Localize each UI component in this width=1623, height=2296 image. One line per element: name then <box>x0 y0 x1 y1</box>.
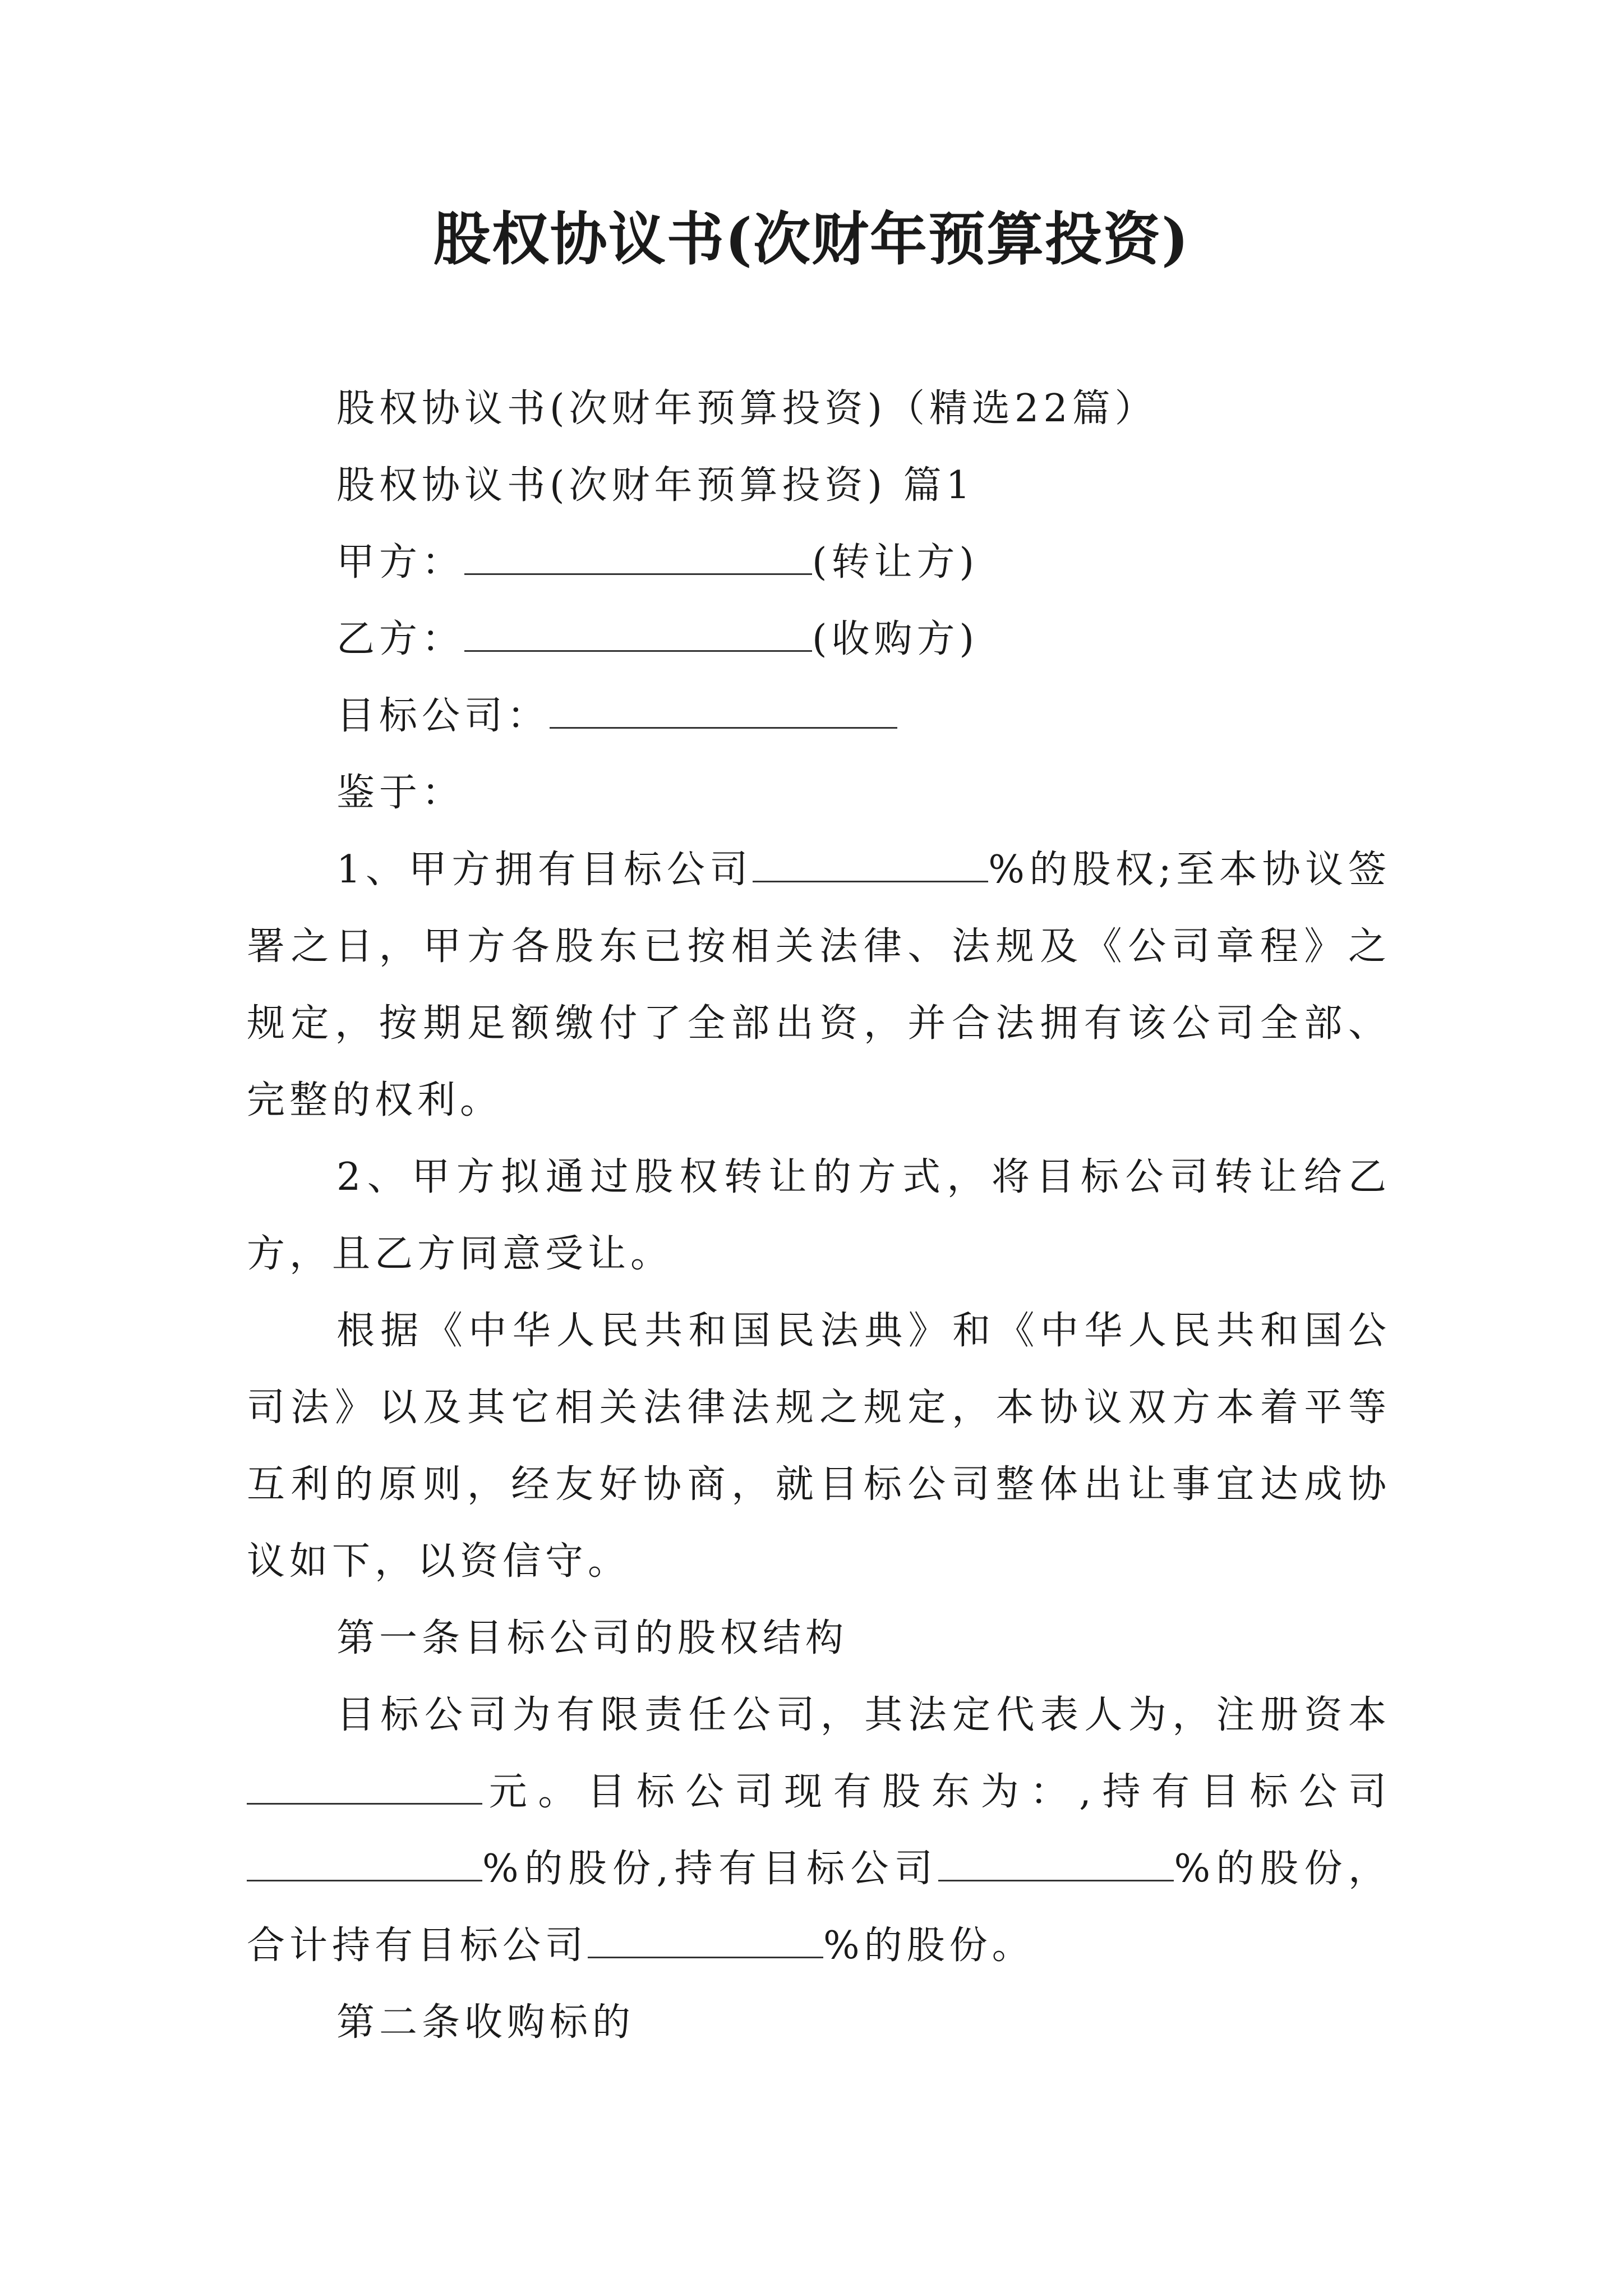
registered-capital-blank <box>247 1766 482 1805</box>
clause-1-suffix: %的股权;至本协议签署之日，甲方各股东已按相关法律、法规及《公司章程》之规定，按期足额缴付了全部出资，并合法拥有该公司全部、完整的权利。 <box>247 848 1391 1122</box>
section-heading: 股权协议书(次财年预算投资) 篇1 <box>336 463 975 508</box>
clause-2: 2、甲方拟通过股权转让的方式，将目标公司转让给乙方，且乙方同意受让。 <box>247 1155 1391 1276</box>
party-b-line <box>247 601 1391 678</box>
clause-1-prefix: 1、甲方拥有目标公司 <box>336 848 753 892</box>
target-company-label: 目标公司： <box>336 694 550 738</box>
article-2-title: 第二条收购标的 <box>336 2000 635 2045</box>
article-1-text-1: 目标公司为有限责任公司，其法定代表人为，注册资本 <box>336 1693 1391 1737</box>
whereas-heading: 鉴于： <box>336 771 465 815</box>
party-b-blank <box>464 613 812 652</box>
article-1-text-3: %的股份,持有目标公司 <box>482 1847 939 1891</box>
total-percent-blank <box>588 1920 823 1958</box>
party-b-role: (收购方) <box>812 617 979 661</box>
party-a-blank <box>464 536 812 575</box>
article-1-text-4: %的股份，合计持有目标公司 <box>247 1847 1391 1968</box>
shareholder-2-percent-blank <box>938 1843 1174 1881</box>
shareholder-1-percent-blank <box>247 1843 482 1881</box>
target-company-blank <box>550 690 897 729</box>
party-a-line <box>247 524 1391 601</box>
article-1-title: 第一条目标公司的股权结构 <box>336 1616 849 1660</box>
party-b-label: 乙方： <box>336 617 465 661</box>
clause-1 <box>247 831 1391 1139</box>
article-1-text-5: %的股份。 <box>823 1924 1035 1968</box>
document-title: 股权协议书(次财年预算投资) <box>433 206 1190 273</box>
article-1-text-2: 元。目标公司现有股东为：,持有目标公司 <box>482 1770 1391 1814</box>
target-company-line <box>247 678 1391 754</box>
article-1-paragraph <box>247 1677 1391 1984</box>
party-a-label: 甲方： <box>336 540 465 585</box>
document-body <box>247 370 1391 2061</box>
party-a-role: (转让方) <box>812 540 979 585</box>
document-subtitle: 股权协议书(次财年预算投资)（精选22篇） <box>336 386 1158 431</box>
clause-1-blank <box>753 844 988 882</box>
legal-basis-paragraph: 根据《中华人民共和国民法典》和《中华人民共和国公司法》以及其它相关法律法规之规定，本协议双方本着平等互利的原则，经友好协商，就目标公司整体出让事宜达成协议如下，以资信守。 <box>247 1309 1391 1584</box>
